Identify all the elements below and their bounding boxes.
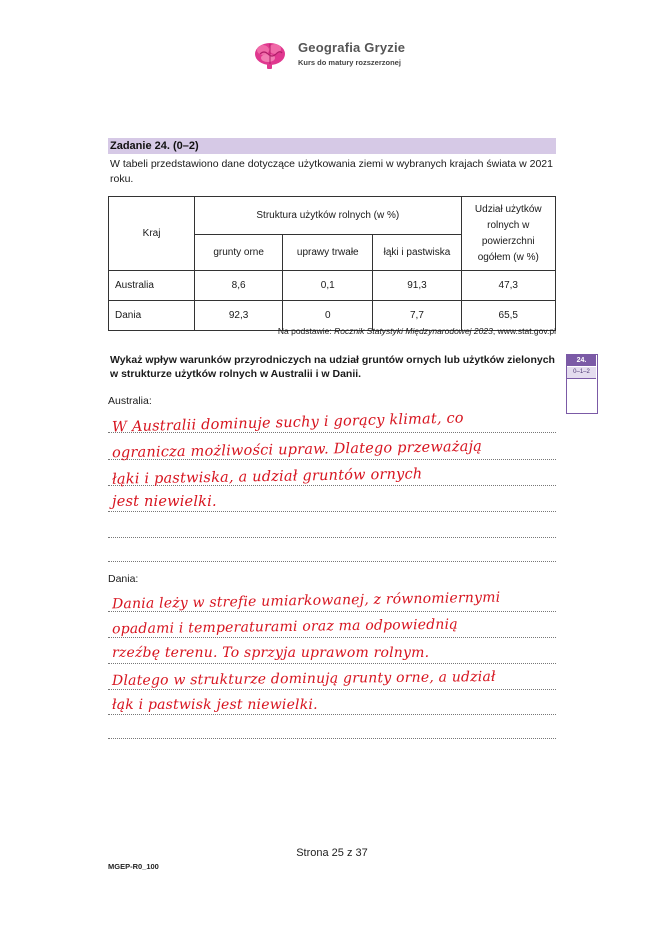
table-cell: 65,5 [461, 301, 555, 331]
handwritten-answer-line: łąki i pastwiska, a udział gruntów ornych [111, 466, 423, 488]
task-question: Wykaż wpływ warunków przyrodniczych na udział gruntów ornych lub użytków zielonych w strukturze użytków rolnych w Australii i w Danii. [110, 354, 555, 380]
page-number: Strona 25 z 37 [296, 847, 368, 859]
answer-line [108, 689, 556, 690]
handwritten-answer-line: rzeźbę terenu. To sprzyja uprawom rolnym. [112, 645, 430, 661]
australia-label: Australia: [108, 395, 152, 407]
table-subheader: uprawy trwałe [283, 235, 373, 271]
table-cell: 7,7 [373, 301, 461, 331]
table-subheader: łąki i pastwiska [373, 235, 461, 271]
table-cell: 0,1 [283, 271, 373, 301]
answer-line [108, 738, 556, 739]
task-intro: W tabeli przedstawiono dane dotyczące użytkowania ziemi w wybranych krajach świata w 2021 roku. [110, 158, 553, 185]
handwritten-answer-line: łąk i pastwisk jest niewielki. [112, 697, 318, 713]
answer-line [108, 663, 556, 664]
dania-label: Dania: [108, 573, 139, 585]
handwritten-answer-line: jest niewielki. [112, 494, 217, 510]
table-cell-country: Australia [109, 271, 195, 301]
table-cell: 47,3 [461, 271, 555, 301]
task-title: Zadanie 24. (0–2) [110, 140, 199, 152]
answer-line [108, 714, 556, 715]
handwritten-answer-line: opadami i temperaturami oraz ma odpowiednią [111, 616, 458, 638]
handwritten-answer-line: Dlatego w strukturze dominują grunty orne, a udział [111, 668, 496, 690]
table-header-share: Udział użytków rolnych w powierzchni ogółem (w %) [461, 197, 555, 271]
brain-icon [252, 40, 288, 70]
answer-line [108, 537, 556, 538]
table-row [109, 271, 556, 301]
score-range: 0–1–2 [567, 367, 596, 378]
answer-line [108, 511, 556, 512]
score-number: 24. [567, 355, 596, 366]
handwritten-answer-line: ogranicza możliwości upraw. Dlatego przeważają [111, 438, 483, 462]
answer-line [108, 637, 556, 638]
handwritten-answer-line: Dania leży w strefie umiarkowanej, z równomiernymi [111, 589, 501, 613]
table-cell-country: Dania [109, 301, 195, 331]
table-header-country: Kraj [109, 197, 195, 271]
table-cell: 8,6 [195, 271, 283, 301]
brand-tagline: Kurs do matury rozszerzonej [298, 58, 401, 67]
table-cell: 0 [283, 301, 373, 331]
score-divider [567, 378, 596, 379]
brand-name: Geografia Gryzie [298, 40, 406, 55]
table-subheader: grunty orne [195, 235, 283, 271]
handwritten-answer-line: W Australii dominuje suchy i gorący klimat, co [111, 410, 464, 436]
table-cell: 91,3 [373, 271, 461, 301]
table-header-structure: Struktura użytków rolnych (w %) [195, 197, 461, 235]
exam-code: MGEP-R0_100 [108, 862, 159, 871]
table-source: Na podstawie: Rocznik Statystyki Międzynarodowej 2023, www.stat.gov.pl [277, 326, 556, 336]
answer-line [108, 561, 556, 562]
land-use-table [108, 196, 556, 331]
table-cell: 92,3 [195, 301, 283, 331]
